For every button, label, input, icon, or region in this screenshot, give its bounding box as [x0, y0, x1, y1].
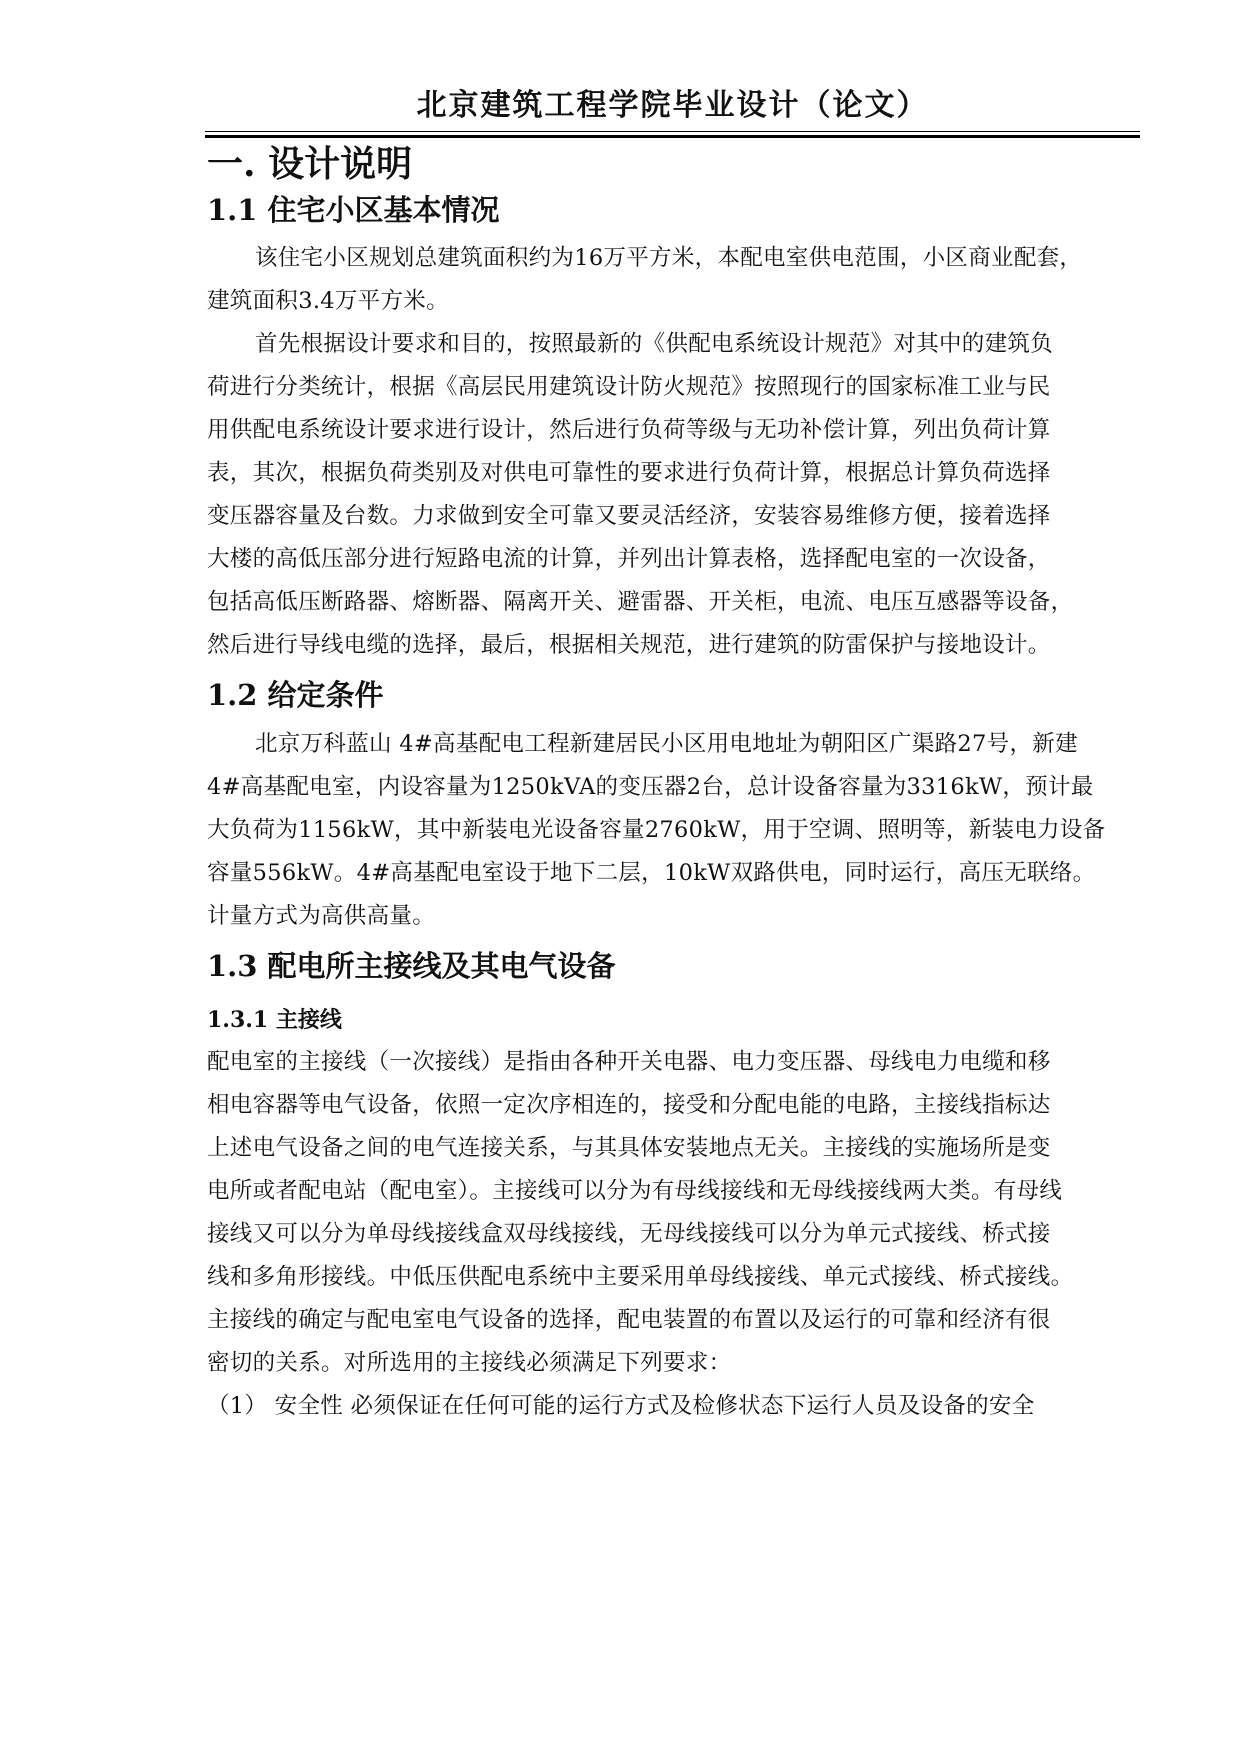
paragraph-line: 上述电气设备之间的电气连接关系，与其具体安装地点无关。主接线的实施场所是变	[207, 1135, 1051, 1161]
paragraph-line: 该住宅小区规划总建筑面积约为16万平方米，本配电室供电范围，小区商业配套，	[255, 245, 1083, 271]
paragraph-line: 相电容器等电气设备，依照一定次序相连的，接受和分配电能的电路，主接线指标达	[207, 1092, 1051, 1118]
paragraph-line: 表，其次，根据负荷类别及对供电可靠性的要求进行负荷计算，根据总计算负荷选择	[207, 460, 1051, 486]
section-heading-1-1: 1.1 住宅小区基本情况	[207, 193, 500, 227]
paragraph-line: 北京万科蓝山 4#高基配电工程新建居民小区用电地址为朝阳区广渠路27号，新建	[255, 731, 1078, 757]
paragraph-line: 大楼的高低压部分进行短路电流的计算，并列出计算表格，选择配电室的一次设备，	[207, 546, 1051, 572]
paragraph-line: 容量556kW。4#高基配电室设于地下二层，10kW双路供电，同时运行，高压无联络。	[207, 860, 1096, 886]
header-thin-rule	[205, 131, 1140, 132]
header-thick-rule	[205, 135, 1140, 138]
list-item: （1） 安全性 必须保证在任何可能的运行方式及检修状态下运行人员及设备的安全	[207, 1393, 1035, 1419]
paragraph-line: 然后进行导线电缆的选择，最后，根据相关规范，进行建筑的防雷保护与接地设计。	[207, 632, 1051, 658]
paragraph-line: 主接线的确定与配电室电气设备的选择，配电装置的布置以及运行的可靠和经济有很	[207, 1307, 1051, 1333]
paragraph-line: 密切的关系。对所选用的主接线必须满足下列要求：	[207, 1350, 732, 1376]
paragraph-line: 变压器容量及台数。力求做到安全可靠又要灵活经济，安装容易维修方便，接着选择	[207, 503, 1051, 529]
paragraph-line: 荷进行分类统计，根据《高层民用建筑设计防火规范》按照现行的国家标准工业与民	[207, 374, 1051, 400]
paragraph-line: 接线又可以分为单母线接线盒双母线接线，无母线接线可以分为单元式接线、桥式接	[207, 1221, 1051, 1247]
paragraph-line: 电所或者配电站（配电室）。主接线可以分为有母线接线和无母线接线两大类。有母线	[207, 1178, 1063, 1204]
paragraph-line: 包括高低压断路器、熔断器、隔离开关、避雷器、开关柜，电流、电压互感器等设备，	[207, 589, 1074, 615]
paragraph-line: 配电室的主接线（一次接线）是指由各种开关电器、电力变压器、母线电力电缆和移	[207, 1049, 1051, 1075]
paragraph-line: 用供配电系统设计要求进行设计，然后进行负荷等级与无功补偿计算，列出负荷计算	[207, 417, 1051, 443]
page-header-title: 北京建筑工程学院毕业设计（论文）	[416, 88, 929, 123]
section-heading-1-3: 1.3 配电所主接线及其电气设备	[207, 949, 616, 983]
paragraph-line: 大负荷为1156kW，其中新装电光设备容量2760kW，用于空调、照明等，新装电力设备	[207, 817, 1106, 843]
paragraph-line: 线和多角形接线。中低压供配电系统中主要采用单母线接线、单元式接线、桥式接线。	[207, 1264, 1074, 1290]
paragraph-line: 建筑面积3.4万平方米。	[207, 288, 449, 314]
paragraph-line: 4#高基配电室，内设容量为1250kVA的变压器2台，总计设备容量为3316kW，预计最	[207, 774, 1094, 800]
subsection-heading-1-3-1: 1.3.1 主接线	[207, 1007, 342, 1033]
paragraph-line: 计量方式为高供高量。	[207, 903, 436, 929]
section-heading-1-2: 1.2 给定条件	[207, 678, 384, 712]
paragraph-line: 首先根据设计要求和目的，按照最新的《供配电系统设计规范》对其中的建筑负	[255, 331, 1054, 357]
chapter-heading: 一. 设计说明	[207, 143, 413, 185]
